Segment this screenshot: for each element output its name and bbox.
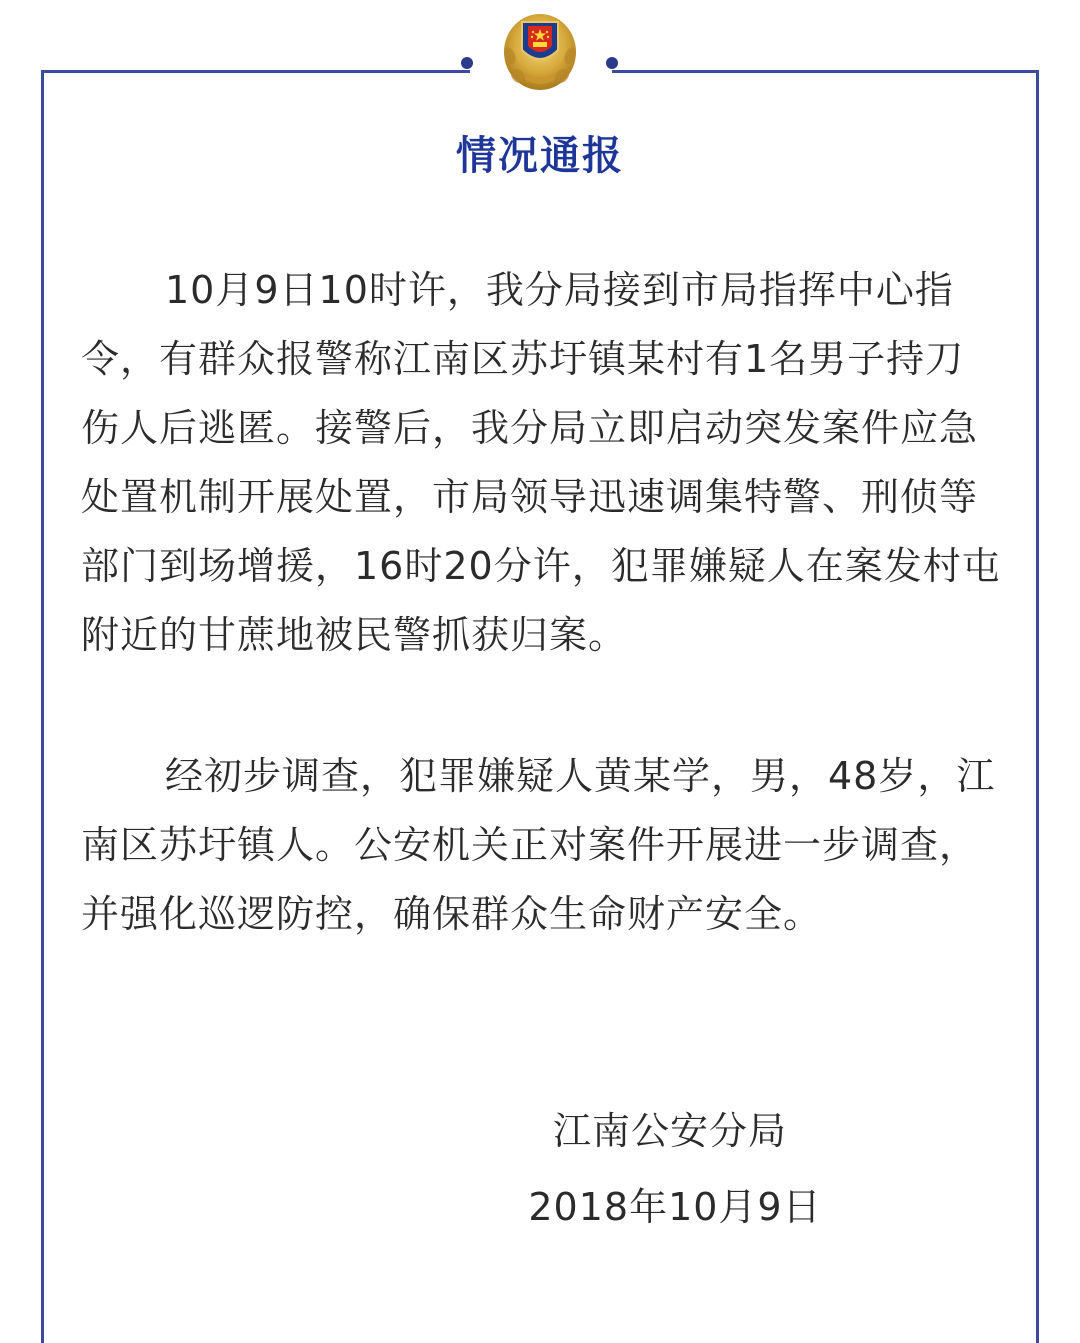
notice-paragraph-2: 经初步调查，犯罪嫌疑人黄某学，男，48岁，江南区苏圩镇人。公安机关正对案件开展进一步调查，并强化巡逻防控，确保群众生命财产安全。	[81, 754, 996, 936]
frame-dot-right	[606, 57, 618, 69]
notice-title: 情况通报	[456, 133, 624, 179]
signature-organization: 江南公安分局	[552, 1109, 787, 1153]
signature-date: 2018年10月9日	[528, 1185, 822, 1229]
police-emblem-icon	[500, 10, 580, 92]
frame-dot-left	[461, 57, 473, 69]
notice-paragraph-1: 10月9日10时许，我分局接到市局指挥中心指令，有群众报警称江南区苏圩镇某村有1名男子持刀伤人后逃匿。接警后，我分局立即启动突发案件应急处置机制开展处置，市局领导迅速调集特警、刑侦等部门到场增援，16时20分许，犯罪嫌疑人在案发村屯附近的甘蔗地被民警抓获归案。	[81, 268, 1001, 657]
